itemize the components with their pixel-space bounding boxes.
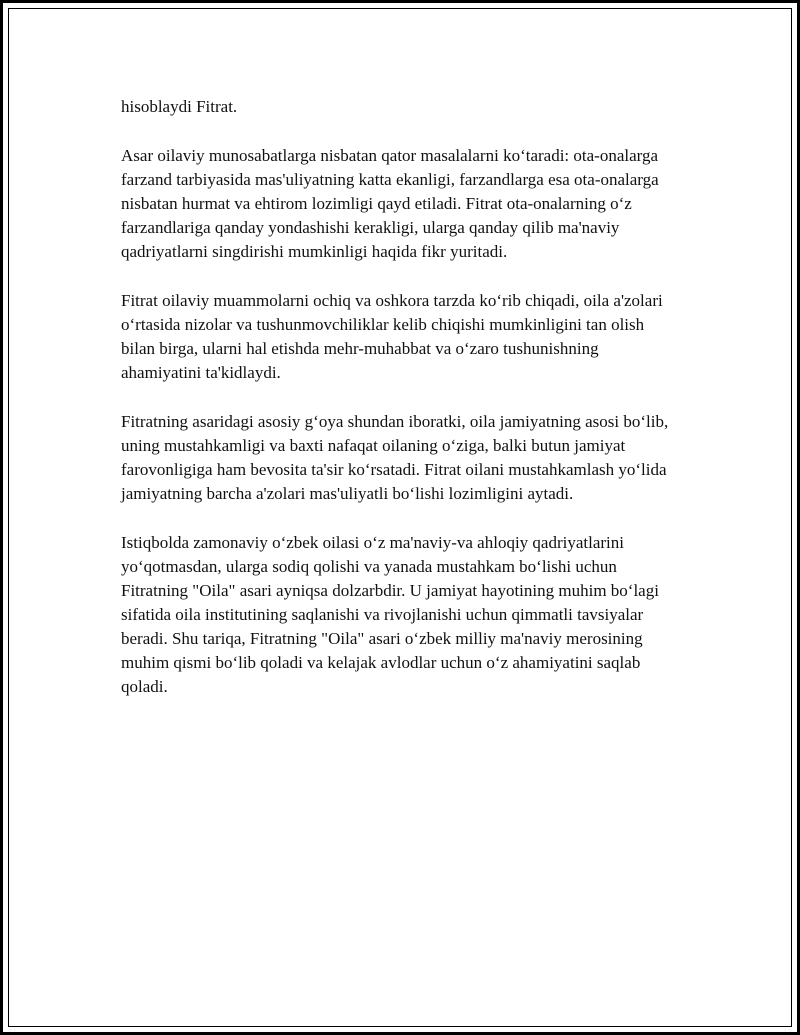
paragraph-3: Fitrat oilaviy muammolarni ochiq va oshkora tarzda koʻrib chiqadi, oila a'zolari oʻrtasida nizolar va tushunmovchiliklar kelib chiqishi mumkinligini tan olish bilan birga, ularni hal etishda mehr-muhabbat va oʻzaro tushunishning ahamiyatini ta'kidlaydi. (121, 291, 663, 382)
paragraph-1: hisoblaydi Fitrat. (121, 97, 238, 116)
document-body (121, 95, 681, 724)
paragraph-2: Asar oilaviy munosabatlarga nisbatan qator masalalarni koʻtaradi: ota-onalarga farzand tarbiyasida mas'uliyatning katta ekanligi, farzandlarga esa ota-onalarga nisbatan hurmat va ehtirom lozimligi qayd etiladi. Fitrat ota-onalarning oʻz farzandlariga qanday yondashishi kerakligi, ularga qanday qilib ma'naviy qadriyatlarni singdirishi mumkinligi haqida fikr yuritadi. (121, 146, 659, 261)
paragraph-4: Fitratning asaridagi asosiy gʻoya shundan iboratki, oila jamiyatning asosi boʻlib, uning mustahkamligi va baxti nafaqat oilaning oʻziga, balki butun jamiyat farovonligiga ham bevosita ta'sir koʻrsatadi. Fitrat oilani mustahkamlash yoʻlida jamiyatning barcha a'zolari mas'uliyatli boʻlishi lozimligini aytadi. (121, 412, 669, 503)
paragraph-5: Istiqbolda zamonaviy oʻzbek oilasi oʻz ma'naviy-va ahloqiy qadriyatlarini yoʻqotmasdan, ularga sodiq qolishi va yanada mustahkam boʻlishi uchun Fitratning "Oila" asari ayniqsa dolzarbdir. U jamiyat hayotining muhim boʻlagi sifatida oila institutining saqlanishi va rivojlanishi uchun qimmatli tavsiyalar beradi. Shu tariqa, Fitratning "Oila" asari oʻzbek milliy ma'naviy merosining muhim qismi boʻlib qoladi va kelajak avlodlar uchun oʻz ahamiyatini saqlab qoladi. (121, 533, 659, 696)
